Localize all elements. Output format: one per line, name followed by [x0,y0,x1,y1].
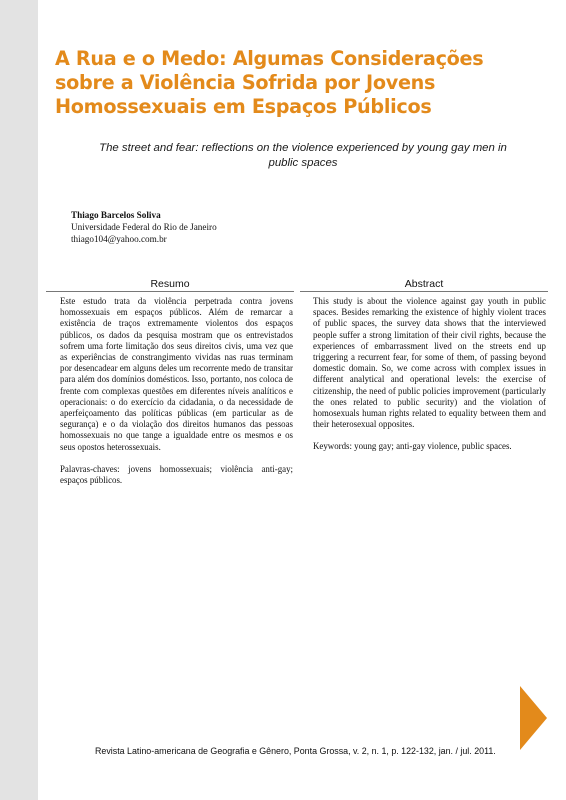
resumo-keywords: Palavras-chaves: jovens homossexuais; violência anti-gay; espaços públicos. [60,463,293,486]
author-email[interactable]: thiago104@yahoo.com.br [71,234,167,244]
abstract-divider [300,291,548,292]
resumo-column [60,296,293,497]
resumo-heading: Resumo [150,278,190,290]
abstract-keywords: Keywords: young gay; anti-gay violence, public spaces. [313,441,512,452]
journal-footer: Revista Latino-americana de Geografia e Gênero, Ponta Grossa, v. 2, n. 1, p. 122-132, jan. / jul. 2011. [95,746,496,756]
article-subtitle: The street and fear: reflections on the violence experienced by young gay men in public spaces [99,142,507,169]
abstract-column [313,296,546,464]
article-title: A Rua e o Medo: Algumas Considerações sobre a Violência Sofrida por Jovens Homossexuais em Espaços Públicos [55,47,484,118]
article-page [38,0,566,800]
author-block [71,209,217,245]
resumo-divider [46,291,294,292]
left-margin-bar [0,0,38,800]
author-name: Thiago Barcelos Soliva [71,210,161,220]
resumo-body: Este estudo trata da violência perpetrada contra jovens homossexuais em espaços públicos. Além de remarcar a existência de traços extremamente violentos dos espaços públicos, os dados da pesquisa mostram que os entrevistados sofrem uma forte limitação dos seus direitos civis, uma vez que as experiências de constrangimento vividas nas ruas terminam por desencadear em alguns deles um recorrente medo de transitar para além dos domínios domésticos. Isso, portanto, nos coloca de frente com complexas questões em diferentes níveis analíticos e operacionais: o do exercício da cidadania, o da necessidade de aperfeiçoamento das políticas públicas (em particular as de segurança) e o da violação dos direitos humanos das pessoas homossexuais no que tange a igualdade entre os mesmos e os seus opostos heterossexuais. [60,296,293,452]
abstract-heading: Abstract [404,278,444,290]
abstract-body: This study is about the violence against gay youth in public spaces. Besides remarking the existence of highly violent traces of public spaces, the survey data shows that the interviewed people suffer a strong limitation of their civil rights, because the experiences of embarrassment lived on the streets end up triggering a recurrent fear, for some of them, of passing beyond domestic domain. So, we come across with complex issues in different analytical and operational levels: the exercise of citizenship, the need of public policies improvement (particularly the ones related to public security) and the violation of homosexuals human rights related to equality between them and their heterosexual opposites. [313,296,546,430]
author-affiliation: Universidade Federal do Rio de Janeiro [71,222,217,232]
arrow-right-icon[interactable] [520,686,547,750]
